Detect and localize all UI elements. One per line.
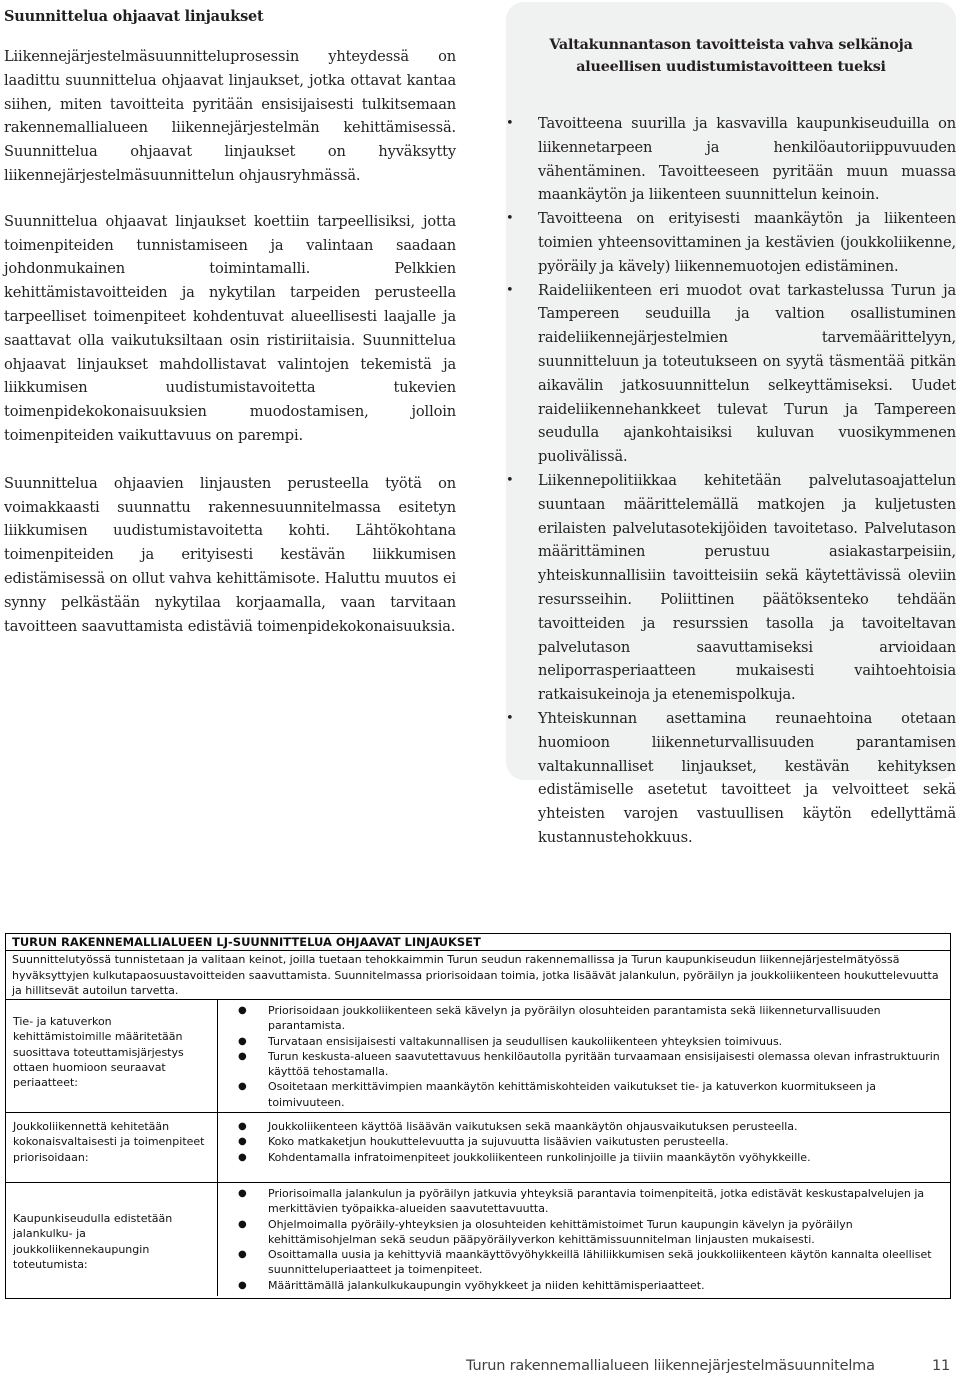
list-item: ● Priorisoidaan joukkoliikenteen sekä kävelyn ja pyöräilyn olosuhteiden parantamista sekä liikenneturvallisuuden parantamista. [238, 1004, 881, 1033]
footer-title: Turun rakennemallialueen liikennejärjestelmäsuunnitelma [466, 1358, 875, 1374]
row-items [218, 1113, 950, 1182]
list-item: • Liikennepolitiikkaa kehitetään palvelutasoajattelun suuntaan määrittelemällä matkojen ja kuljetusten erilaisten palvelutasotekijöiden tavoitetaso. Palvelutason määrittäminen perustuu asiakastarpeisiin, yhteiskunnallisiin tavoitteisiin sekä käytettävissä oleviin resursseihin. Poliittinen päätöksenteko tehdään tavoitteiden ja resurssien tasolla ja tavoiteltavan palvelutason saavuttamiseksi arvioidaan neliporrasperiaatteen mukaisesti vaihtoehtoisia ratkaisukeinoja ja etenemispolkuja. [506, 469, 956, 707]
bullet-icon: ● [238, 1005, 247, 1016]
list-item: • Raideliikenteen eri muodot ovat tarkastelussa Turun ja Tampereen seuduilla ja valtion osallistuminen raideliikennejärjestelmien tarvemäärittelyyn, suunnitteluun ja toteutukseen on syytä täsmentää pitkän aikavälin jatkosuunnittelun selkeyttämiseksi. Uudet raideliikennehankkeet tulevat Turun ja Tampereen seudulla ajankohtaisiksi kuluvan vuosikymmenen puolivälissä. [506, 279, 956, 469]
page-footer [466, 1358, 956, 1374]
bullet-icon: ● [238, 1249, 247, 1261]
table-intro: Suunnittelutyössä tunnistetaan ja valitaan keinot, joilla tuetaan tehokkaimmin Turun seudun rakennemallissa ja Turun kaupunkiseudun liikennejärjestelmätyössä hyväksyttyjen kulkutapaosuustavoitteiden saavuttamista. Suunnitelmassa priorisoidaan toimia, jotka lisäävät jalankulun, pyöräilyn ja joukkoliikenteen houkuttelevuutta ja hillitsevät autoilun tarvetta. [6, 951, 950, 1000]
bullet-icon: ● [238, 1081, 247, 1093]
info-box-list [506, 112, 956, 850]
list-item: ● Ohjelmoimalla pyöräily-yhteyksien ja olosuhteiden kehittämistoimet Turun kaupungin kävelyn ja pyöräilyn kehittämisohjelman sekä seudun pääpyöräilyverkon kehittämissuunnitelman linjausten mukaisesti. [238, 1217, 853, 1246]
bullet-icon: ● [238, 1188, 247, 1199]
list-item: ● Priorisoimalla jalankulun ja pyöräilyn jatkuvia yhteyksiä parantavia toimenpiteitä, jotka edistävät keskustapalvelujen ja merkittävien työpaikka-alueiden saavutettavuutta. [238, 1187, 925, 1216]
row-items [218, 1000, 950, 1112]
bullet-icon: ● [238, 1218, 247, 1230]
row-label: Kaupunkiseudulla edistetään jalankulku- ja joukkoliikennekaupungin toteutumista: [6, 1183, 218, 1296]
list-item: ● Koko matkaketjun houkuttelevuutta ja sujuvuutta lisäävien vaikutusten perusteella. [238, 1135, 729, 1149]
bullet-icon: • [506, 211, 514, 227]
row-label: Tie- ja katuverkon kehittämistoimille määritetään suosittava toteuttamisjärjestys ottaen huomioon seuraavat periaatteet: [6, 1000, 218, 1112]
section-heading: Suunnittelua ohjaavat linjaukset [4, 8, 264, 25]
bullet-icon: ● [238, 1050, 247, 1062]
bullet-icon: ● [238, 1279, 247, 1291]
bullet-icon: • [506, 472, 514, 488]
list-item: ● Turvataan ensisijaisesti valtakunnallisen ja seudullisen kaukoliikenteen yhteyksien toimivuus. [238, 1034, 783, 1048]
list-item: ● Joukkoliikenteen käyttöä lisäävän vaikutuksen sekä maankäytön ohjausvaikutuksen perusteella. [238, 1120, 798, 1133]
table-row [6, 1183, 950, 1296]
list-item: • Yhteiskunnan asettamina reunaehtoina otetaan huomioon liikenneturvallisuuden parantamisen valtakunnalliset linjaukset, kestävän kehityksen edistämiselle asetetut tavoitteet ja velvoitteet sekä yhteisten varojen vastuullisen käytön edellyttämä kustannustehokkuus. [506, 707, 956, 850]
page-number: 11 [931, 1358, 950, 1374]
paragraph: Liikennejärjestelmäsuunnitteluprosessin yhteydessä on laadittu suunnittelua ohjaavat linjaukset, jotka ottavat kantaa siihen, miten tavoitteita pyritään ensisijaisesti tulkitsemaan rakennemallialueen liikennejärjestelmän kehittämisessä. Suunnittelua ohjaavat linjaukset on hyväksytty liikennejärjestelmäsuunnittelun ohjausryhmässä. [4, 48, 456, 184]
row-label: Joukkoliikennettä kehitetään kokonaisvaltaisesti ja toimenpiteet priorisoidaan: [6, 1113, 218, 1182]
bullet-icon: ● [238, 1136, 247, 1148]
bullet-icon: • [506, 116, 514, 131]
info-box [506, 2, 956, 846]
list-item: ● Kohdentamalla infratoimenpiteet joukkoliikenteen runkolinjoille ja tiiviin maankäytön vyöhykkeille. [238, 1150, 811, 1164]
list-item: ● Osoittamalla uusia ja kehittyviä maankäyttövyöhykkeillä lähiliikkumisen sekä joukkoliikenteen käytön kannalta oleelliset suunnitteluperiaatteet ja toimenpiteet. [238, 1248, 932, 1277]
main-text-column [4, 8, 456, 662]
bullet-icon: ● [238, 1121, 247, 1132]
table-row [6, 1000, 950, 1113]
list-item: • Tavoitteena on erityisesti maankäytön ja liikenteen toimien yhteensovittaminen ja kestävien (joukkoliikenne, pyöräily ja kävely) liikennemuotojen edistäminen. [506, 207, 956, 278]
table-row [6, 1113, 950, 1183]
row-items [218, 1183, 950, 1296]
list-item: • Tavoitteena suurilla ja kasvavilla kaupunkiseuduilla on liikennetarpeen ja henkilöautoriippuvuuden vähentäminen. Tavoitteeseen pyritään muun muassa maankäytön ja liikenteen suunnittelun keinoin. [506, 112, 956, 207]
list-item: ● Määrittämällä jalankulkukaupungin vyöhykkeet ja niiden kehittämisperiaatteet. [238, 1278, 705, 1292]
bullet-icon: • [506, 710, 514, 726]
table-title: TURUN RAKENNEMALLIALUEEN LJ-SUUNNITTELUA OHJAAVAT LINJAUKSET [6, 934, 950, 951]
paragraph: Suunnittelua ohjaavien linjausten perusteella työtä on voimakkaasti suunnattu rakennesuunnitelmassa esitetyn liikkumisen uudistumistavoitetta kohti. Lähtökohtana toimenpiteiden ja erityisesti kestävän liikkumisen edistämisessä on ollut vahva kehittämisote. Haluttu muutos ei synny pelkästään nykytilaa korjaamalla, vaan tarvitaan tavoitteen saavuttamista edistäviä toimenpidekokonaisuuksia. [4, 474, 456, 635]
bullet-icon: ● [238, 1035, 247, 1047]
bullet-icon: ● [238, 1151, 247, 1163]
paragraph: Suunnittelua ohjaavat linjaukset koettiin tarpeellisiksi, jotta toimenpiteiden tunnistamiseen ja valintaan saadaan johdonmukainen toimintamalli. Pelkkien kehittämistavoitteiden ja nykytilan tarpeiden perusteella tarpeelliset toimenpiteet kohdentuvat alueellisesti laajalle ja saattavat olla vaikutuksiltaan osin ristiriitaisia. Suunnittelua ohjaavat linjaukset mahdollistavat valintojen tekemistä ja liikkumisen uudistumistavoitetta tukevien toimenpidekokonaisuuksien muodostamisen, jolloin toimenpiteiden vaikuttavuus on parempi. [4, 212, 456, 444]
info-box-title: Valtakunnantason tavoitteista vahva selkänoja alueellisen uudistumistavoitteen tueksi [549, 37, 913, 75]
list-item: ● Turun keskusta-alueen saavutettavuus henkilöautolla pyritään turvaamaan ensisijaisesti olemassa olevan infrastruktuurin käyttöä tehostamalla. [238, 1049, 940, 1079]
list-item: ● Osoitetaan merkittävimpien maankäytön kehittämiskohteiden vaikutukset tie- ja katuverkon kuormitukseen ja toimivuuteen. [238, 1080, 877, 1109]
bullet-icon: • [506, 282, 514, 298]
guidelines-table [5, 933, 951, 1299]
